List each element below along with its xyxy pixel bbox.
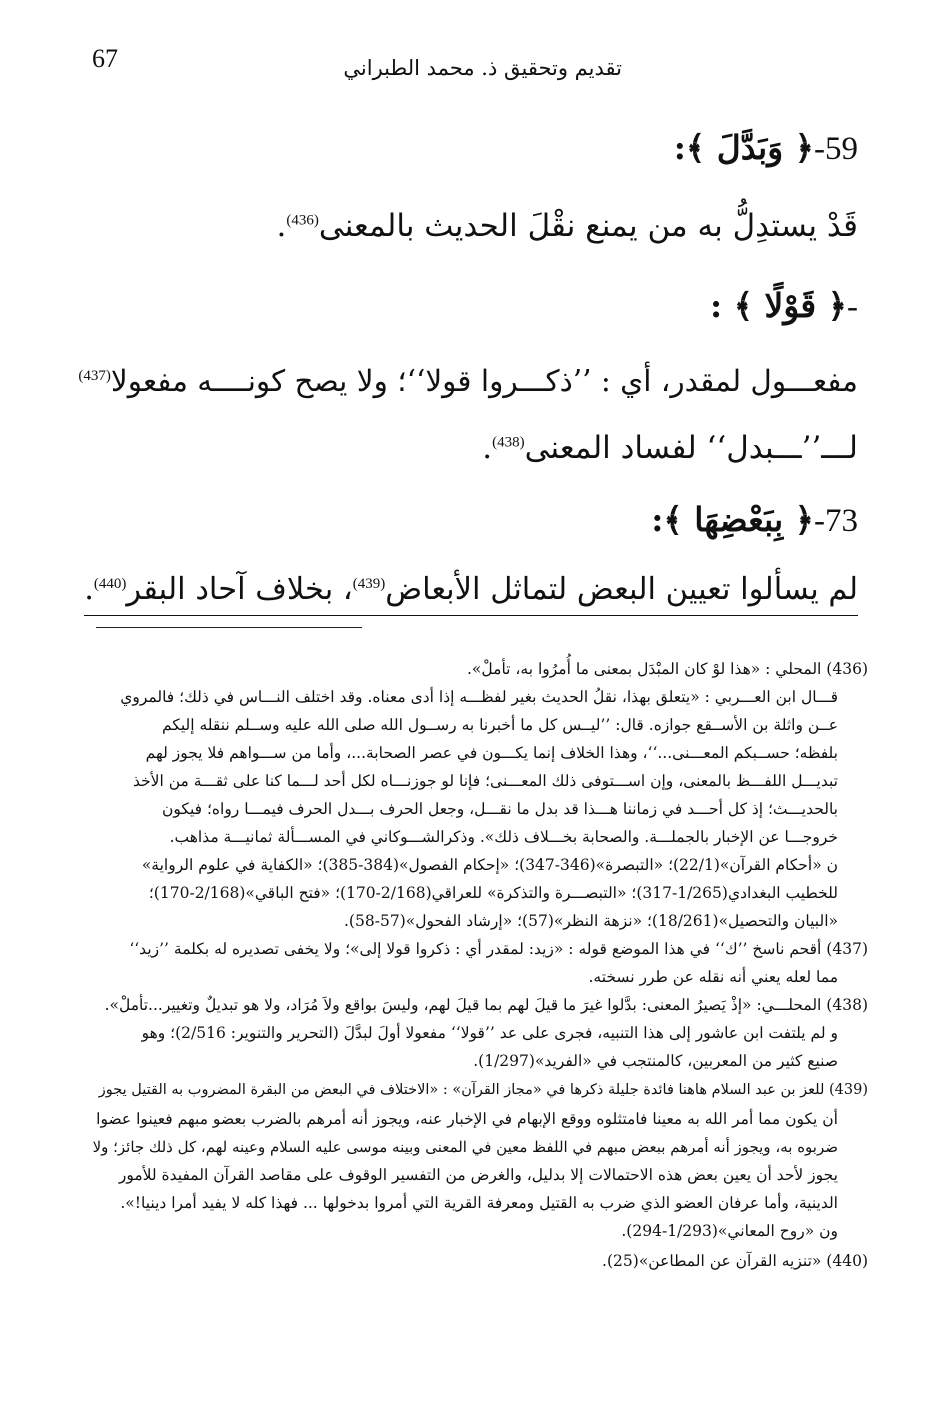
footnote-437-line1: (437) أقحم ناسخ ’’ك‘‘ في هذا الموضع قوله : «زيد: لمقدر أي : ذكروا قولا إلى»؛ ولا يخفى تصديره له بكلمة ’’زيد‘‘: [129, 940, 868, 958]
paragraph-59: [277, 208, 859, 244]
heading-qawl-colon: :: [710, 286, 723, 325]
footnote-436-line4: بلفظه؛ حســبكم المعـــنى...‘‘، وهذا الخلاف إنما يكـــون في عصر الصحابة...، وأما من ســـواهم فلا يجوز لهم: [145, 744, 838, 762]
heading-59-colon: :: [673, 128, 686, 167]
footnote-437-line2: مما لعله يعني أنه نقله عن طرر نسخته.: [588, 968, 838, 986]
paragraph-qawl-text1: مفعـــول لمقدر، أي : ’’ذكـــروا قولا‘‘؛ ولا يصح كونــــه مفعولا: [110, 364, 858, 398]
footnote-439-line2: أن يكون مما أمر الله به معينا فامتثلوه ووقع الإبهام في الإخبار عنه، ويجوز أنه أمرهم بالضرب بعضو مبهم فعينوا عضوا: [96, 1110, 838, 1128]
heading-qawl: [710, 286, 858, 326]
footnote-436-line1: (436) المحلي : «هذا لوْ كان المبْدَل بمعنى ما أُمرُوا به، تأملْ».: [467, 660, 868, 678]
footnote-ref-438: (438): [492, 434, 525, 451]
footnote-438-line2: و لم يلتفت ابن عاشور إلى هذا التنبيه، فجرى على عد ’’قولا‘‘ مفعولا أولَ لبدَّلَ (التحرير والتنوير: 2/516)؛ وهو: [141, 1024, 838, 1042]
paragraph-73-text-a: لم يسألوا تعيين البعض لتماثل الأبعاض: [385, 572, 858, 607]
paragraph-73-end: .: [84, 572, 94, 607]
footnote-439-line4: يجوز لأحد أن يعين بعض هذه الاحتمالات إلا بدليل، والغرض من التفسير الوقوف على مقاصد القرآن المفيدة للأمور: [118, 1166, 838, 1184]
heading-73-word: ﴿ بِبَعْضِهَا ﴾: [663, 500, 814, 539]
heading-59-number: 59-: [814, 131, 858, 167]
paragraph-73: [84, 572, 858, 607]
footnote-439-line6: ون «روح المعاني»(1/293-294).: [621, 1222, 838, 1240]
paragraph-59-end: .: [276, 208, 287, 244]
paragraph-qawl-line2: [482, 430, 858, 466]
footnote-ref-437: (437): [78, 368, 111, 385]
footnote-438-line3: صنيع كثير من المعربين، كالمنتجب في «الفريد»(1/297).: [473, 1052, 838, 1070]
footnote-436-line8: ن «أحكام القرآن»(22/1)؛ «التبصرة»(346-347)؛ «إحكام الفصول»(384-385)؛ «الكفاية في علوم الرواية»: [141, 856, 838, 874]
footnote-439-line1: (439) للعز بن عبد السلام هاهنا فائدة جليلة ذكرها في «مجاز القرآن» : «الاختلاف في البعض من البقرة المضروب به القتيل يجوز: [98, 1082, 868, 1098]
heading-73-colon: :: [651, 500, 664, 539]
heading-qawl-word: ﴿ قَوْلًا ﴾: [733, 286, 847, 325]
footnote-439-line3: ضربوه به، ويجوز أنه أمرهم ببعض مبهم في اللفظ معين في المعنى وبينه موسى عليه السلام وعينه لهم، كل ذلك جائز؛ ولا: [92, 1138, 838, 1156]
footnote-440-line1: (440) «تنزيه القرآن عن المطاعن»(25).: [602, 1252, 868, 1270]
footnote-436-line3: عــن واثلة بن الأســقع جوازه. قال: ’’ليــس كل ما أخبرنا به رســول الله صلى الله عليه وســلم ننقله إليكم: [161, 716, 838, 734]
heading-qawl-dash: -: [847, 289, 858, 325]
footnote-439-line5: الدينية، وأما عرفان العضو الذي ضرب به القتيل ومعرفة القرية التي أمروا بدخولها ... فهذا كله لا يفيد أمرا دينيا!».: [120, 1194, 838, 1212]
footnote-ref-439: (439): [352, 575, 386, 592]
footnote-ref-440: (440): [93, 575, 127, 592]
heading-59-word: ﴿ وَبَدَّلَ ﴾: [685, 128, 814, 167]
heading-73-number: 73-: [814, 503, 858, 539]
paragraph-qawl-end: .: [482, 430, 493, 466]
footnote-ref-436: (436): [286, 212, 319, 229]
paragraph-73-text-b: ، بخلاف آحاد البقر: [126, 572, 353, 607]
paragraph-73-underlined: [84, 572, 858, 616]
heading-59: [674, 128, 858, 168]
paragraph-59-text: قَدْ يستدِلُّ به من يمنع نقْلَ الحديث بالمعنى: [318, 208, 858, 244]
running-head: تقديم وتحقيق ذ. محمد الطبراني: [343, 56, 622, 80]
footnote-separator: [96, 627, 362, 628]
footnote-436-line5: تبديـــل اللفـــظ بالمعنى، وإن اســـتوفى ذلك المعـــنى؛ فإنا لو جوزنـــاه لكل أحد لـــما كنا على ثقـــة من الأخذ: [132, 772, 838, 790]
footnote-436-line7: خروجـــا عن الإخبار بالجملـــة. والصحابة بخـــلاف ذلك». وذكرالشـــوكاني في المســـألة ثمانيـــة مذاهب.: [169, 828, 838, 846]
page-number: 67: [92, 44, 118, 73]
footnote-436-line9: للخطيب البغدادي(1/265-317)؛ «التبصـــرة والتذكرة» للعراقي(2/168-170)؛ «فتح الباقي»(2/168-170)؛: [148, 884, 838, 902]
paragraph-qawl-line1: [78, 364, 858, 398]
footnote-436-line2: قـــال ابن العـــربي : «يتعلق بهذا، نقلُ الحديث بغير لفظـــه إذا أدى معناه. وقد اختلف النـــاس في ذلك؛ فالمروي: [120, 688, 838, 706]
footnote-438-line1: (438) المحلـــي: «إذْ يَصيرُ المعنى: بدَّلوا غيرَ ما قيلَ لهم بما قيلَ لهم، وليسَ بواقع ولاَ مُرَاد، ولا هو تبديلٌ وتغيير...تأملْ».: [104, 996, 868, 1014]
footnote-436-line10: «البيان والتحصيل»(18/261)؛ «نزهة النظر»(57)؛ «إرشاد الفحول»(57-58).: [343, 912, 838, 930]
paragraph-qawl-text2: لـــ’’ـــبدل‘‘ لفساد المعنى: [524, 430, 858, 466]
heading-73: [651, 500, 858, 540]
footnote-436-line6: بالحديـــث؛ إذ كل أحـــد في زماننا هـــذا قد بدل ما نقـــل، وجعل الحرف بـــدل الحرف فيمـــا رواه؛ فيكون: [162, 800, 838, 818]
